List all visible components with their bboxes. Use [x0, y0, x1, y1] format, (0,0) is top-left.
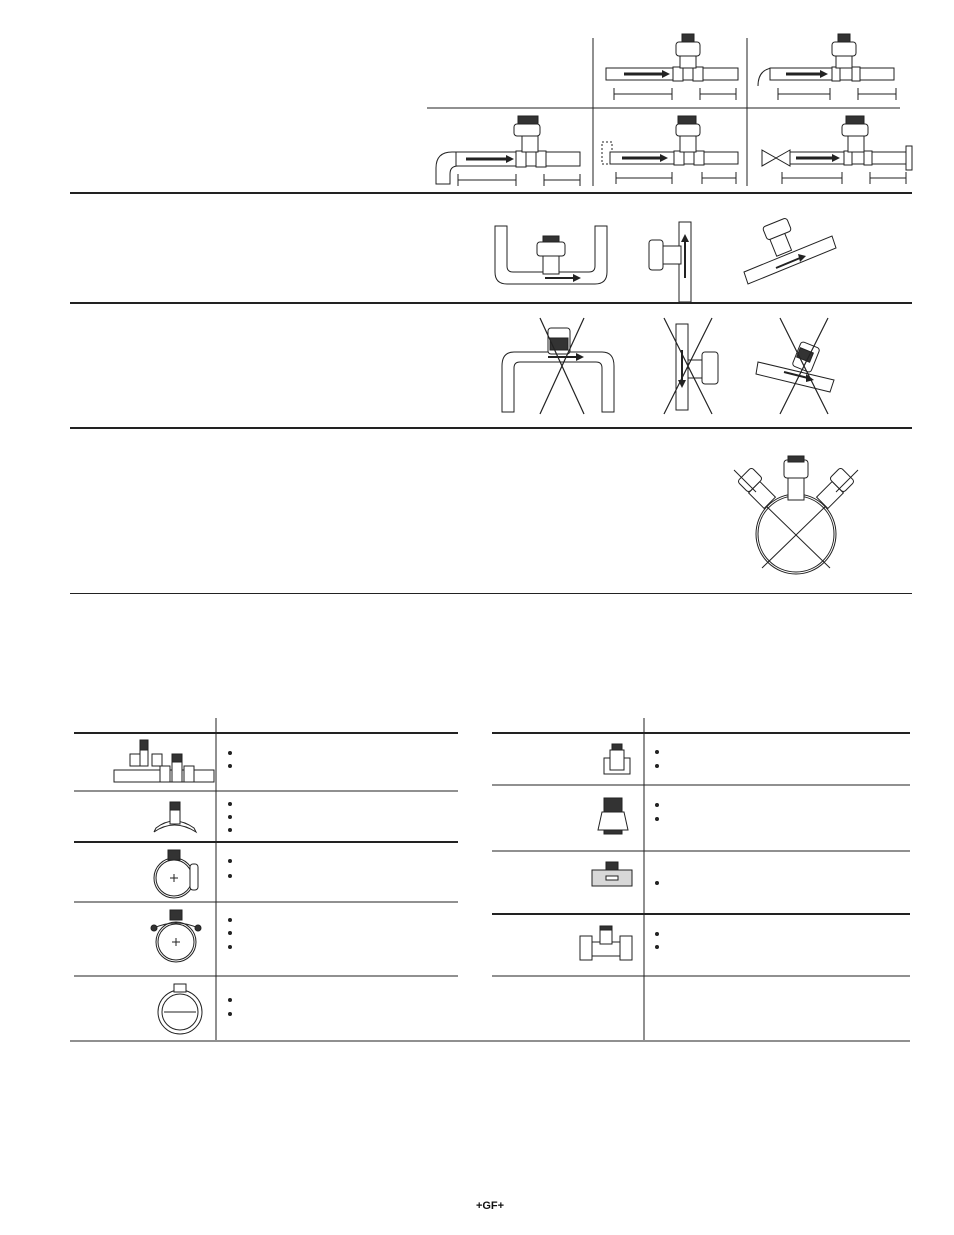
- pipe-fitting-icon: [150, 796, 200, 836]
- brand-logo: +GF+: [475, 1200, 505, 1212]
- bullet: [655, 764, 659, 768]
- bullet: [655, 881, 659, 885]
- pipe-fitting-icon: [108, 736, 218, 786]
- bullet: [228, 998, 232, 1002]
- bullet: [228, 764, 232, 768]
- bullet: [655, 945, 659, 949]
- bullet: [228, 918, 232, 922]
- bullet: [228, 945, 232, 949]
- bullet: [228, 751, 232, 755]
- pipe-fitting-icon: [148, 846, 208, 901]
- pipe-fitting-icon: [588, 856, 638, 896]
- pipe-fitting-icon: [598, 740, 638, 780]
- pipe-fitting-icon: [146, 908, 206, 968]
- bullet: [228, 828, 232, 832]
- bullet: [655, 750, 659, 754]
- bullet: [228, 1012, 232, 1016]
- pipe-fitting-icon: [594, 794, 634, 844]
- bullet: [655, 932, 659, 936]
- bullet: [655, 817, 659, 821]
- bullet: [228, 802, 232, 806]
- bullet: [228, 931, 232, 935]
- bullet: [655, 803, 659, 807]
- bullet: [228, 874, 232, 878]
- pipe-fitting-icon: [152, 982, 212, 1037]
- pipe-fitting-icon: [576, 922, 636, 967]
- bullet: [228, 815, 232, 819]
- bullet: [228, 859, 232, 863]
